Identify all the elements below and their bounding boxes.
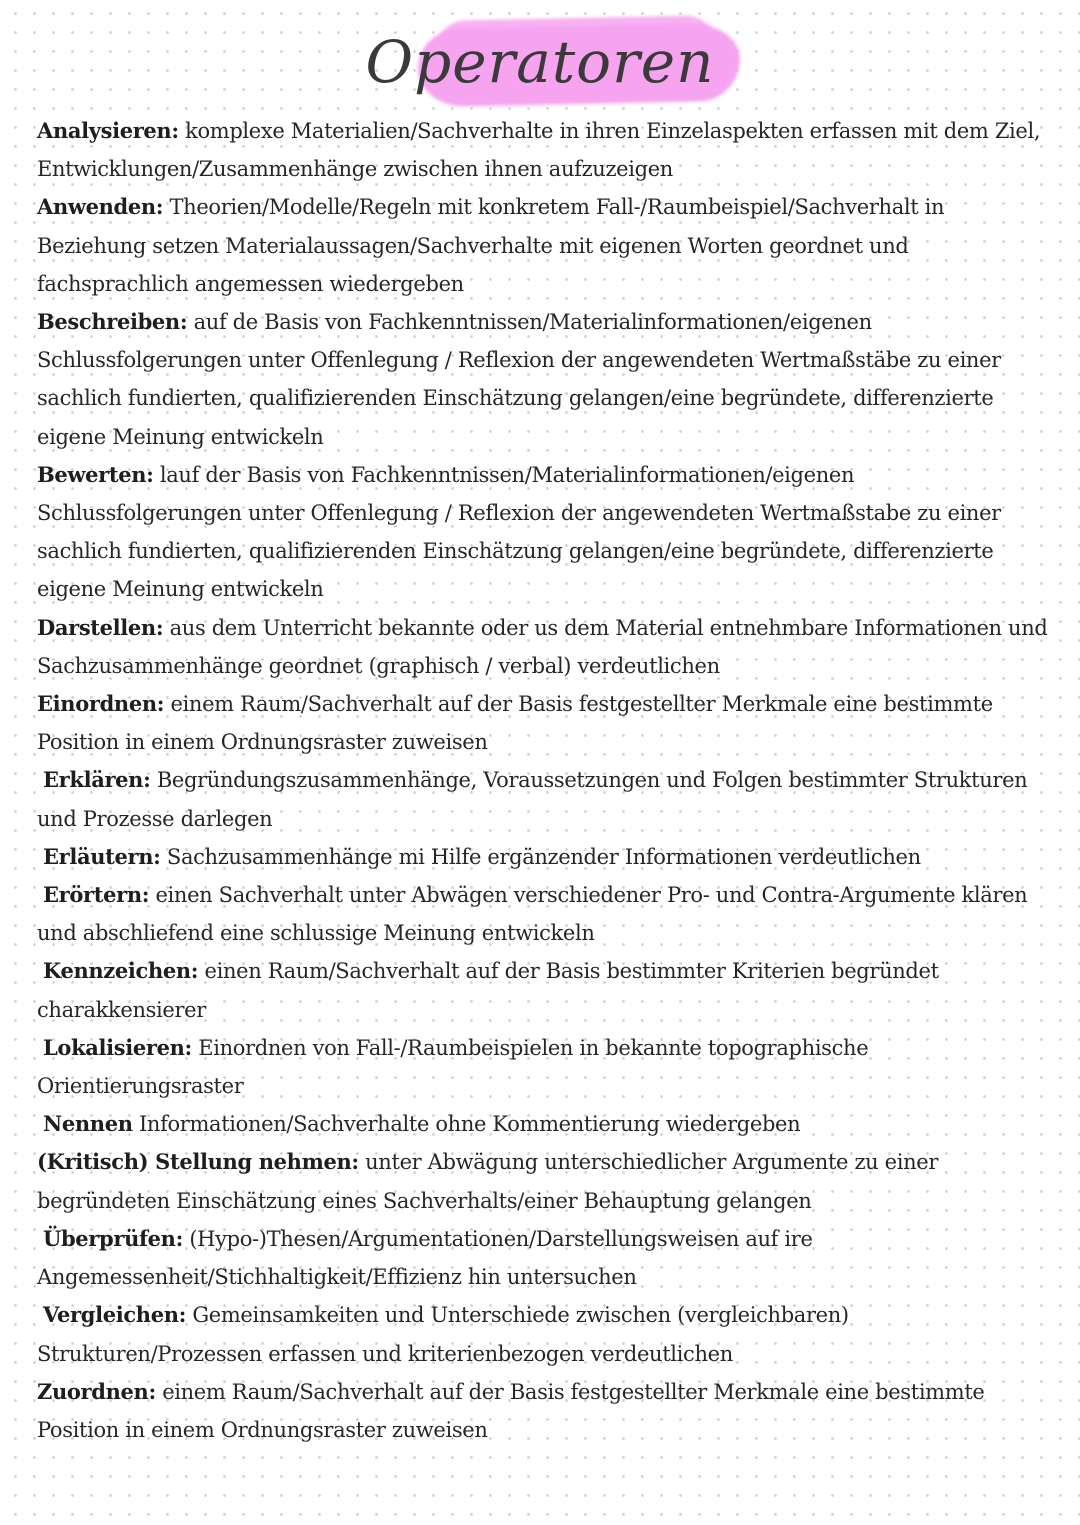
operator-term: Darstellen: [37,614,164,640]
operator-entry [37,1296,1052,1372]
operator-entry [37,609,1052,685]
operator-description: einen Raum/Sachverhalt auf der Basis bestimmter Kriterien begründet charakkensierer [37,959,939,1022]
operator-description: einen Sachverhalt unter Abwägen verschiedener Pro- und Contra-Argumente klären und abschliefend eine schlussige Meinung entwickeln [37,883,1028,946]
operator-description: auf de Basis von Fachkenntnissen/Materialinformationen/eigenen Schlussfolgerungen unter Offenlegung / Reflexion der angewendeten Wertmaßstäbe zu einer sachlich fundierten, qualifizierenden Einschätzung gelangen/eine begründete, differenzierte eigene Meinung entwickeln [37,310,1001,449]
operator-list [37,112,1052,1449]
operator-term: Lokalisieren: [43,1034,192,1060]
operator-term: Erklären: [43,767,151,793]
operator-description: aus dem Unterricht bekannte oder us dem Material entnehmbare Informationen und Sachzusammenhänge geordnet (graphisch / verbal) verdeutlichen [37,615,1048,678]
operator-description: einem Raum/Sachverhalt auf der Basis festgestellter Merkmale eine bestimmte Position in einem Ordnungsraster zuweisen [37,1379,985,1442]
operator-description: (Hypo-)Thesen/Argumentationen/Darstellungsweisen auf ire Angemessenheit/Stichhaltigkeit/Effizienz hin untersuchen [37,1226,813,1290]
operator-term: Bewerten: [37,461,154,487]
operator-entry [37,1029,1052,1105]
operator-description: Begründungszusammenhänge, Voraussetzungen und Folgen bestimmter Strukturen und Prozesse darlegen [37,768,1028,831]
operator-description: lauf der Basis von Fachkenntnissen/Materialinformationen/eigenen Schlussfolgerungen unter Offenlegung / Reflexion der angewendeten Wertmaßstabe zu einer sachlich fundierten, qualifizierenden Einschätzung gelangen/eine begründete, differenzierte eigene Meinung entwickeln [37,462,1001,602]
operator-entry [37,761,1052,837]
operator-term: Erläutern: [43,843,161,869]
operator-term: (Kritisch) Stellung nehmen: [37,1149,359,1175]
operator-entry [37,112,1052,188]
operator-entry [37,838,1052,876]
operator-entry [37,303,1052,456]
operator-term: Erörtern: [43,882,150,908]
operator-entry [37,456,1052,609]
operator-entry [37,952,1052,1028]
operator-entry [37,1373,1052,1449]
title-area [0,10,1080,110]
operator-term: Einordnen: [37,691,165,717]
operator-description: Einordnen von Fall-/Raumbeispielen in bekannte topographische Orientierungsraster [37,1035,869,1099]
operator-term: Nennen [43,1111,133,1137]
operator-entry [37,1220,1052,1296]
operator-entry [37,876,1052,952]
page-title: Operatoren [365,28,715,96]
operator-description: Informationen/Sachverhalte ohne Kommentierung wiedergeben [138,1112,801,1137]
operator-description: komplexe Materialien/Sachverhalte in ihren Einzelaspekten erfassen mit dem Ziel, Entwicklungen/Zusammenhänge zwischen ihnen aufzuzeigen [37,119,1041,182]
operator-term: Überprüfen: [43,1225,184,1251]
operator-term: Analysieren: [37,118,179,143]
operator-entry [37,188,1052,303]
operator-description: Theorien/Modelle/Regeln mit konkretem Fall-/Raumbeispiel/Sachverhalt in Beziehung setzen Materialaussagen/Sachverhalte mit eigenen Worten geordnet und fachsprachlich angemessen wiedergeben [37,195,945,296]
operator-description: Sachzusammenhänge mi Hilfe ergänzender Informationen verdeutlichen [166,844,921,869]
operator-term: Zuordnen: [37,1378,156,1404]
operator-term: Beschreiben: [37,309,188,335]
operator-term: Vergleichen: [43,1302,187,1328]
operator-entry [37,1143,1052,1219]
operator-description: unter Abwägung unterschiedlicher Argumente zu einer begründeten Einschätzung eines Sachverhalts/einer Behauptung gelangen [37,1150,939,1213]
operator-entry [37,685,1052,761]
operator-description: einem Raum/Sachverhalt auf der Basis festgestellter Merkmale eine bestimmte Position in einem Ordnungsraster zuweisen [37,692,993,755]
operator-entry [37,1105,1052,1143]
operator-description: Gemeinsamkeiten und Unterschiede zwischen (vergleichbaren) Strukturen/Prozessen erfassen und kriterienbezogen verdeutlichen [37,1303,849,1366]
operator-term: Kennzeichen: [43,958,199,984]
operator-term: Anwenden: [37,194,164,220]
